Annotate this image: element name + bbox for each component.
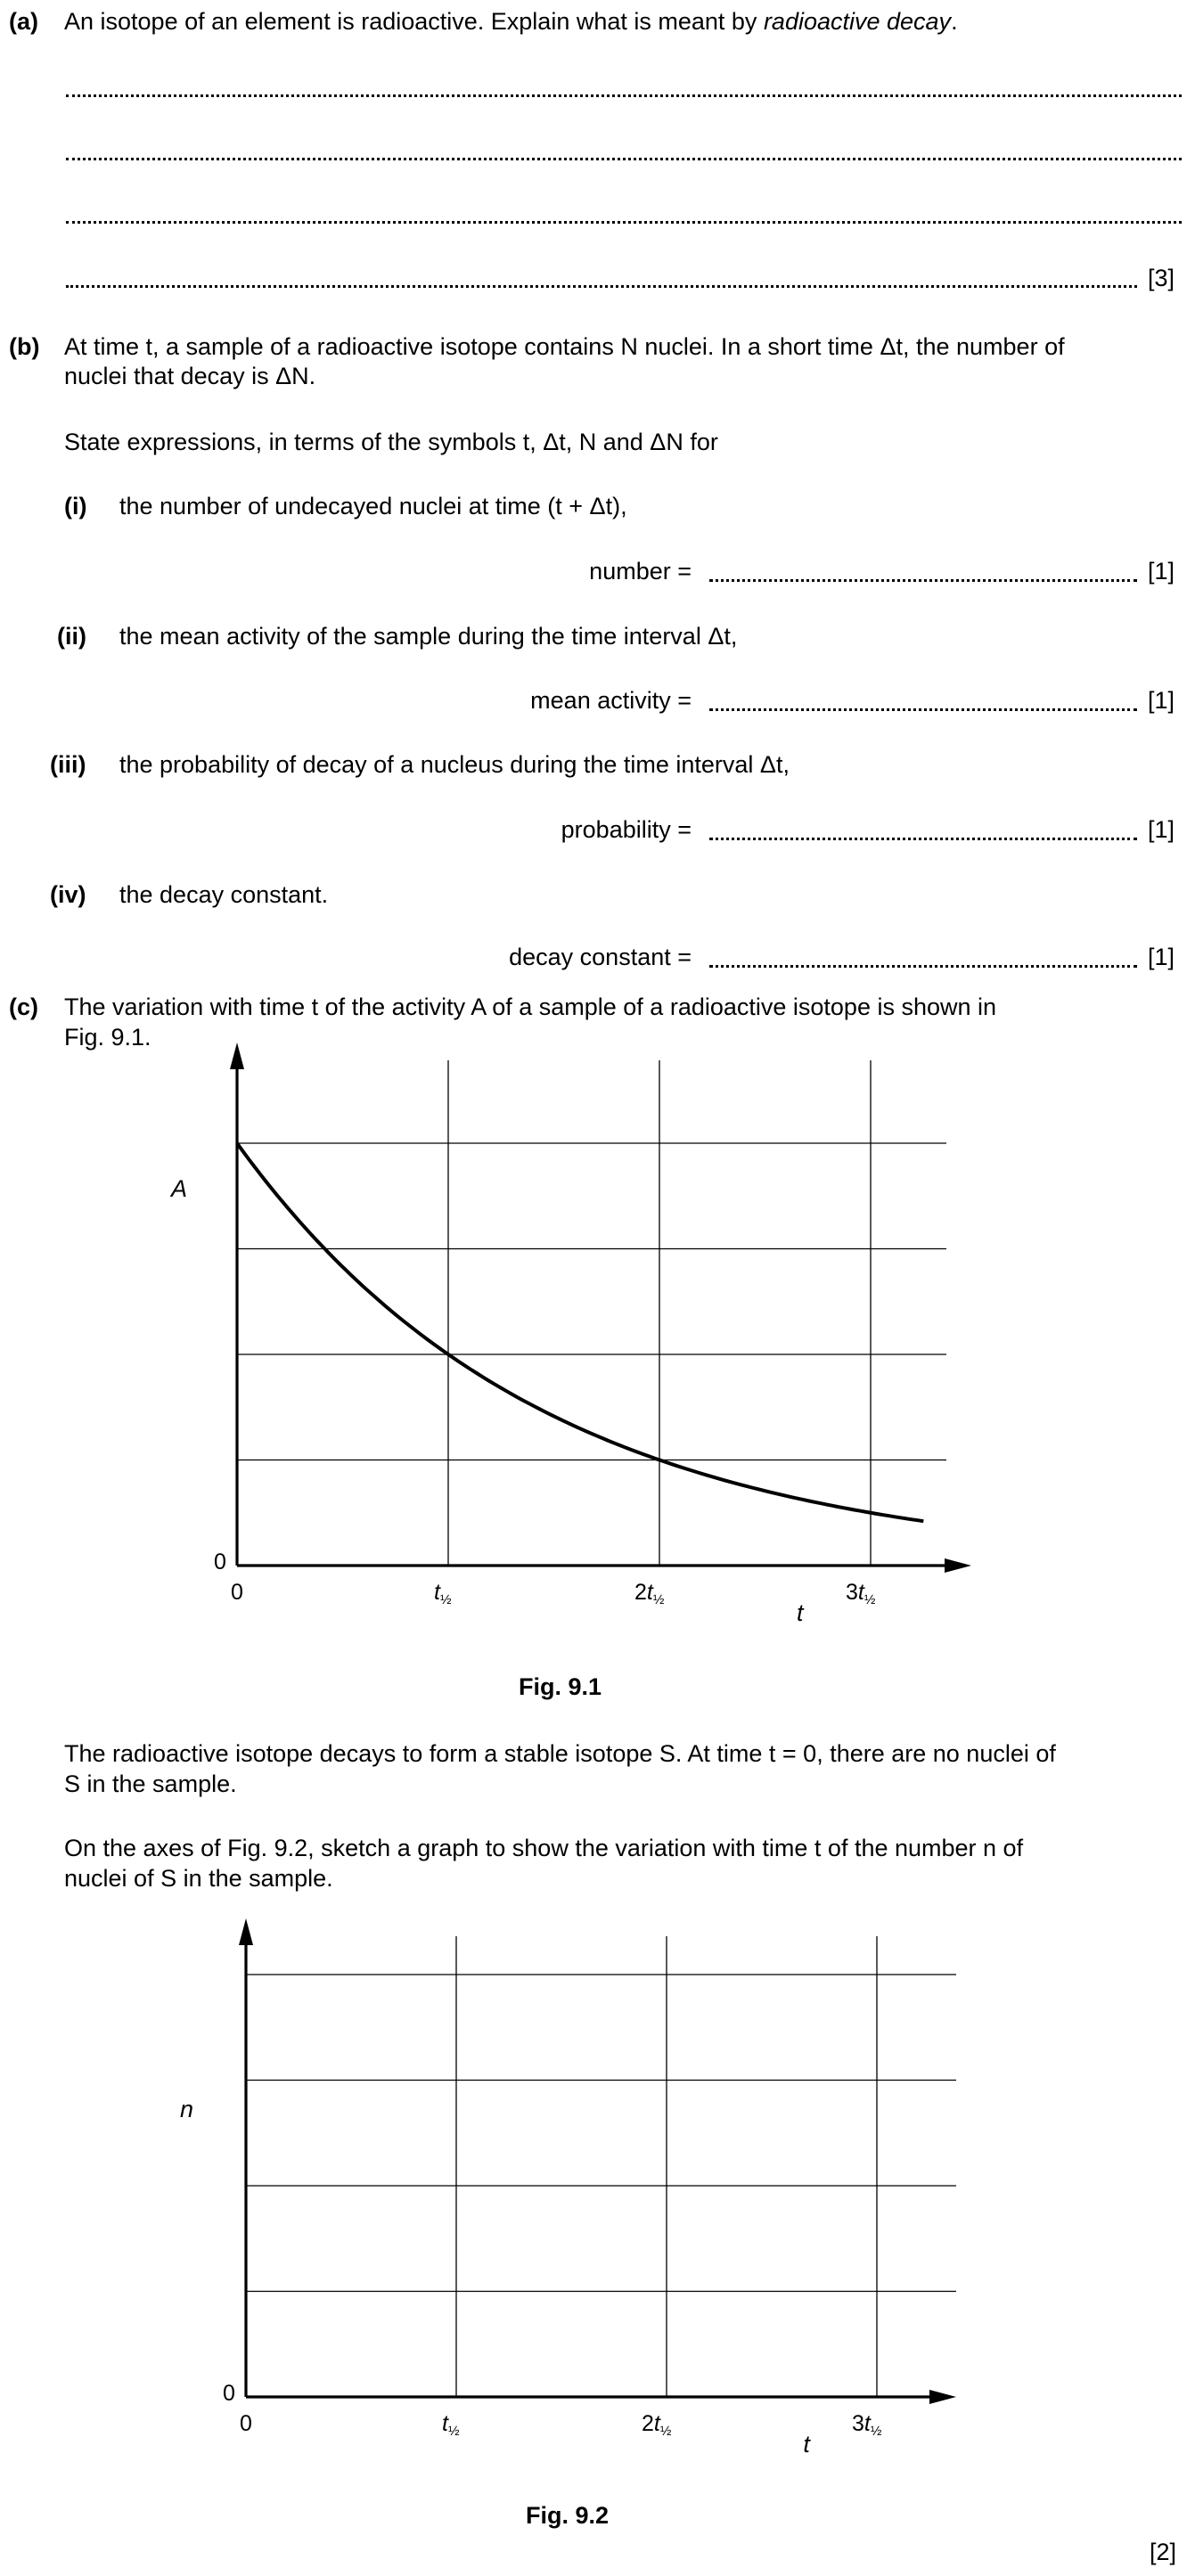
y-axis-label: A [171, 1175, 188, 1202]
part-a-prompt-em: radioactive decay [763, 8, 952, 35]
part-a-label: (a) [9, 8, 38, 35]
part-c-para2-line1: The radioactive isotope decays to form a stable isotope S. At time t = 0, there are no nuclei of [64, 1740, 1056, 1767]
x-tick-label-2: $2t_{\frac{1}{2}}$ [634, 1580, 665, 1607]
part-b-iv-marks: [1] [1148, 944, 1175, 970]
x-tick-label-3: $3t_{\frac{1}{2}}$ [852, 2411, 882, 2439]
part-c-para3-line1: On the axes of Fig. 9.2, sketch a graph to show the variation with time t of the number n of [64, 1835, 1024, 1861]
part-b-i-answer-label: number = [589, 558, 692, 585]
part-b-i-num: (i) [64, 493, 87, 519]
part-c-marks: [2] [1150, 2539, 1177, 2565]
x-tick-label-0: 0 [231, 1580, 243, 1605]
part-b-ii-marks: [1] [1148, 687, 1175, 714]
part-b-instruction: State expressions, in terms of the symbols t, Δt, N and ΔN for [64, 429, 718, 455]
part-c-label: (c) [9, 994, 38, 1020]
x-axis-label: t [803, 2431, 810, 2457]
x-axis-label: t [797, 1599, 804, 1626]
y-axis-label: n [180, 2096, 194, 2122]
part-b-iii-marks: [1] [1148, 816, 1175, 843]
x-tick-label-3: $3t_{\frac{1}{2}}$ [846, 1580, 876, 1607]
part-c-para3-line2: nuclei of S in the sample. [64, 1865, 333, 1892]
figure-9-1-caption: Fig. 9.1 [519, 1673, 602, 1700]
part-b-ii-answer-label: mean activity = [530, 687, 692, 714]
x-tick-label-0: 0 [240, 2411, 252, 2436]
part-b-iii-num: (iii) [50, 751, 86, 778]
part-b-iii-answer-label: probability = [561, 816, 692, 843]
x-tick-label-1: $t_{\frac{1}{2}}$ [434, 1580, 452, 1607]
part-b-i-text: the number of undecayed nuclei at time (t + Δt), [119, 493, 627, 519]
part-b-i-marks: [1] [1148, 558, 1175, 585]
figure-9-2-caption: Fig. 9.2 [526, 2502, 610, 2529]
part-b-iv-text: the decay constant. [119, 881, 329, 908]
part-b-label: (b) [9, 333, 40, 360]
part-b-ii-text: the mean activity of the sample during the time interval Δt, [119, 623, 738, 650]
part-b-iv-answer-label: decay constant = [509, 944, 692, 970]
part-b-intro-line1: At time t, a sample of a radioactive isotope contains N nuclei. In a short time Δt, the number of [64, 333, 1065, 360]
part-a-prompt-text: An isotope of an element is radioactive. Explain what is meant by [64, 8, 764, 35]
part-a-prompt-end: . [951, 8, 958, 35]
x-tick-label-2: $2t_{\frac{1}{2}}$ [642, 2411, 672, 2439]
part-c-intro-line1: The variation with time t of the activity A of a sample of a radioactive isotope is shown in [64, 994, 997, 1020]
y-axis-arrow [239, 1918, 253, 1945]
part-c-para2-line2: S in the sample. [64, 1770, 237, 1797]
part-b-iii-text: the probability of decay of a nucleus during the time interval Δt, [119, 751, 790, 778]
y-origin-label: 0 [214, 1550, 226, 1574]
part-a-marks: [3] [1148, 265, 1175, 291]
y-origin-label: 0 [223, 2381, 235, 2406]
part-b-ii-num: (ii) [57, 623, 86, 650]
part-b-iv-num: (iv) [50, 881, 86, 908]
x-tick-label-1: $t_{\frac{1}{2}}$ [442, 2411, 460, 2439]
part-c-intro-line2: Fig. 9.1. [64, 1024, 151, 1051]
chart-2-grid [246, 1936, 956, 2397]
part-b-intro-line2: nuclei that decay is ΔN. [64, 363, 316, 389]
x-axis-arrow [929, 2390, 956, 2404]
